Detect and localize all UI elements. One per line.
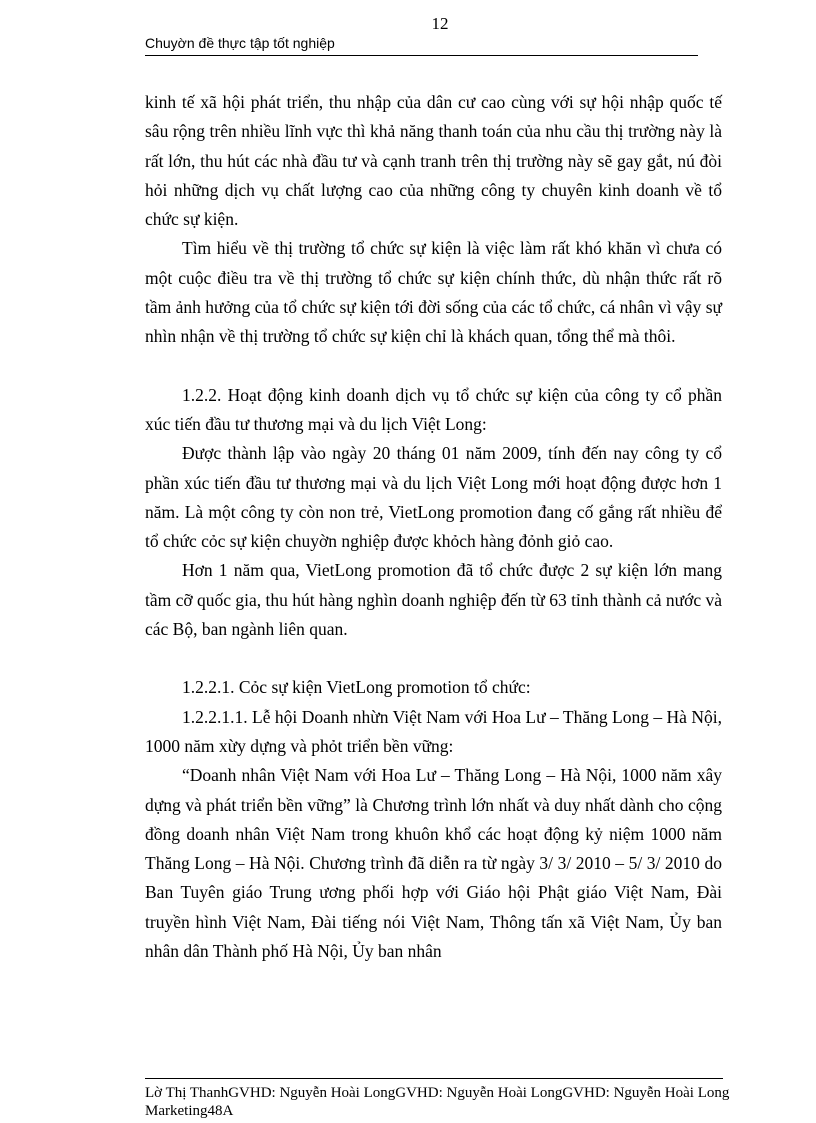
paragraph: “Doanh nhân Việt Nam với Hoa Lư – Thăng Long – Hà Nội, 1000 năm xây dựng và phát triển bền vững” là Chương trình lớn nhất và duy nhất dành cho cộng đồng doanh nhân Việt Nam trong khuôn khổ các hoạt động kỷ niệm 1000 năm Thăng Long – Hà Nội. Chương trình đã diễn ra từ ngày 3/ 3/ 2010 – 5/ 3/ 2010 do Ban Tuyên giáo Trung ương phối hợp với Giáo hội Phật giáo Việt Nam, Đài truyền hình Việt Nam, Đài tiếng nói Việt Nam, Thông tấn xã Việt Nam, Ủy ban nhân dân Thành phố Hà Nội, Ủy ban nhân xyxy=(145,765,722,962)
paragraph: Hơn 1 năm qua, VietLong promotion đã tổ chức được 2 sự kiện lớn mang tầm cỡ quốc gia, thu hút hàng nghìn doanh nghiệp đến từ 63 tỉnh thành cả nước và các Bộ, ban ngành liên quan. xyxy=(145,560,722,640)
footer-author-line: Lờ Thị ThanhGVHD: Nguyễn Hoài LongGVHD: Nguyễn Hoài LongGVHD: Nguyễn Hoài Long xyxy=(145,1085,730,1101)
paragraph-gap xyxy=(145,352,722,381)
document-body xyxy=(145,88,722,966)
header-rule xyxy=(145,55,698,56)
paragraph: Tìm hiểu về thị trường tổ chức sự kiện là việc làm rất khó khăn vì chưa có một cuộc điều tra về thị trường tổ chức sự kiện chính thức, dù nhận thức rất rõ tầm ảnh hưởng của tổ chức sự kiện tới đời sống của các tổ chức, cá nhân vì vậy sự nhìn nhận về thị trường tổ chức sự kiện chỉ là khách quan, tổng thể mà thôi. xyxy=(145,238,722,347)
section-heading: 1.2.2. Hoạt động kinh doanh dịch vụ tổ chức sự kiện của công ty cổ phần xúc tiến đầu tư thương mại và du lịch Việt Long: xyxy=(145,384,722,434)
footer-rule xyxy=(145,1078,723,1079)
paragraph-gap xyxy=(145,644,722,673)
paragraph: Được thành lập vào ngày 20 tháng 01 năm 2009, tính đến nay công ty cổ phần xúc tiến đầu tư thương mại và du lịch Việt Long mới hoạt động được hơn 1 năm. Là một công ty còn non trẻ, VietLong promotion đang cố gắng rất nhiều để tổ chức cỏc sự kiện chuyờn nghiệp được khỏch hàng đỏnh giỏ cao. xyxy=(145,443,722,552)
section-heading: 1.2.2.1. Cỏc sự kiện VietLong promotion tổ chức: xyxy=(182,677,531,698)
header-title: Chuyờn đề thực tập tốt nghiệp xyxy=(145,35,335,51)
footer-class-line: Marketing48A xyxy=(145,1103,234,1119)
section-heading: 1.2.2.1.1. Lễ hội Doanh nhừn Việt Nam với Hoa Lư – Thăng Long – Hà Nội, 1000 năm xừy dựng và phỏt triển bền vững: xyxy=(145,706,722,756)
page-number: 12 xyxy=(431,14,449,33)
paragraph: kinh tế xã hội phát triển, thu nhập của dân cư cao cùng với sự hội nhập quốc tế sâu rộng trên nhiều lĩnh vực thì khả năng thanh toán của nhu cầu thị trường này là rất lớn, thu hút các nhà đầu tư và cạnh tranh trên thị trường này sẽ gay gắt, nú đòi hỏi những dịch vụ chất lượng cao của những công ty chuyên kinh doanh về tổ chức sự kiện. xyxy=(145,92,722,230)
